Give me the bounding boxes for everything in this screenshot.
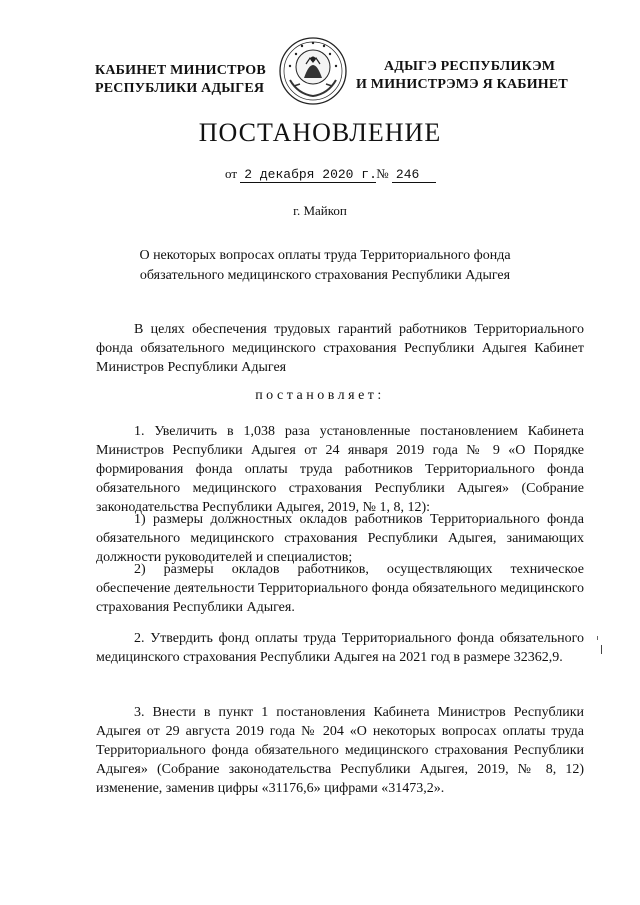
city: г. Майкоп (293, 203, 347, 218)
intro-paragraph: В целях обеспечения трудовых гарантий работников Территориального фонда обязательного медицинского страхования Республики Адыгея Кабинет Министров Республики Адыгея (96, 322, 584, 375)
issuer-adyghe-line-2: И МИНИСТРЭМЭ Я КАБИНЕТ (356, 77, 568, 92)
issuer-adyghe-line-1: АДЫГЭ РЕСПУБЛИКЭМ (384, 59, 556, 74)
issuer-name-russian (95, 62, 270, 98)
document-title: ПОСТАНОВЛЕНИЕ (198, 118, 442, 147)
decree-word: постановляет: (255, 388, 385, 403)
coat-of-arms-icon (276, 34, 350, 108)
document-subject (120, 246, 530, 286)
paragraph-3: 3. Внести в пункт 1 постановления Кабинета Министров Республики Адыгея от 29 августа 2019 года № 204 «О некоторых вопросах оплаты труда Территориального фонда обязательного медицинского страхования Республики Адыгея» (Собрание законодательства Республики Адыгея, 2019, № 8, 12) изменение, заменив цифры «31176,6» цифрами «31473,2». (96, 705, 584, 796)
scan-mark (601, 645, 602, 654)
document-number: 246 (392, 167, 436, 183)
subject-line-1: О некоторых вопросах оплаты труда Территориального фонда (139, 248, 511, 263)
number-prefix: № (376, 166, 389, 181)
scan-mark (597, 636, 598, 640)
paragraph-1-item-2: 2) размеры окладов работников, осуществляющих техническое обеспечение деятельности Территориального фонда обязательного медицинского страхования Республики Адыгея. (96, 562, 584, 615)
issuer-line-2: РЕСПУБЛИКИ АДЫГЕЯ (95, 81, 265, 96)
subject-line-2: обязательного медицинского страхования Республики Адыгея (139, 268, 511, 283)
issuer-line-1: КАБИНЕТ МИНИСТРОВ (95, 63, 266, 78)
date-prefix: от (225, 166, 238, 181)
document-date: 2 декабря 2020 г. (240, 167, 376, 183)
paragraph-1-item-1: 1) размеры должностных окладов работников Территориального фонда обязательного медицинского страхования Республики Адыгея, занимающих должности руководителей и специалистов; (96, 512, 584, 565)
date-number-line (225, 166, 436, 183)
paragraph-1: 1. Увеличить в 1,038 раза установленные постановлением Кабинета Министров Республики Адыгея от 24 января 2019 года № 9 «О Порядке формирования фонда оплаты труда работников Территориального фонда обязательного медицинского страхования Республики Адыгея» (Собрание законодательства Республики Адыгея, 2019, № 1, 8, 12): (96, 424, 584, 515)
paragraph-2: 2. Утвердить фонд оплаты труда Территориального фонда обязательного медицинского страхования Республики Адыгея на 2021 год в размере 32362,9. (96, 631, 584, 665)
issuer-name-adyghe (356, 58, 581, 94)
